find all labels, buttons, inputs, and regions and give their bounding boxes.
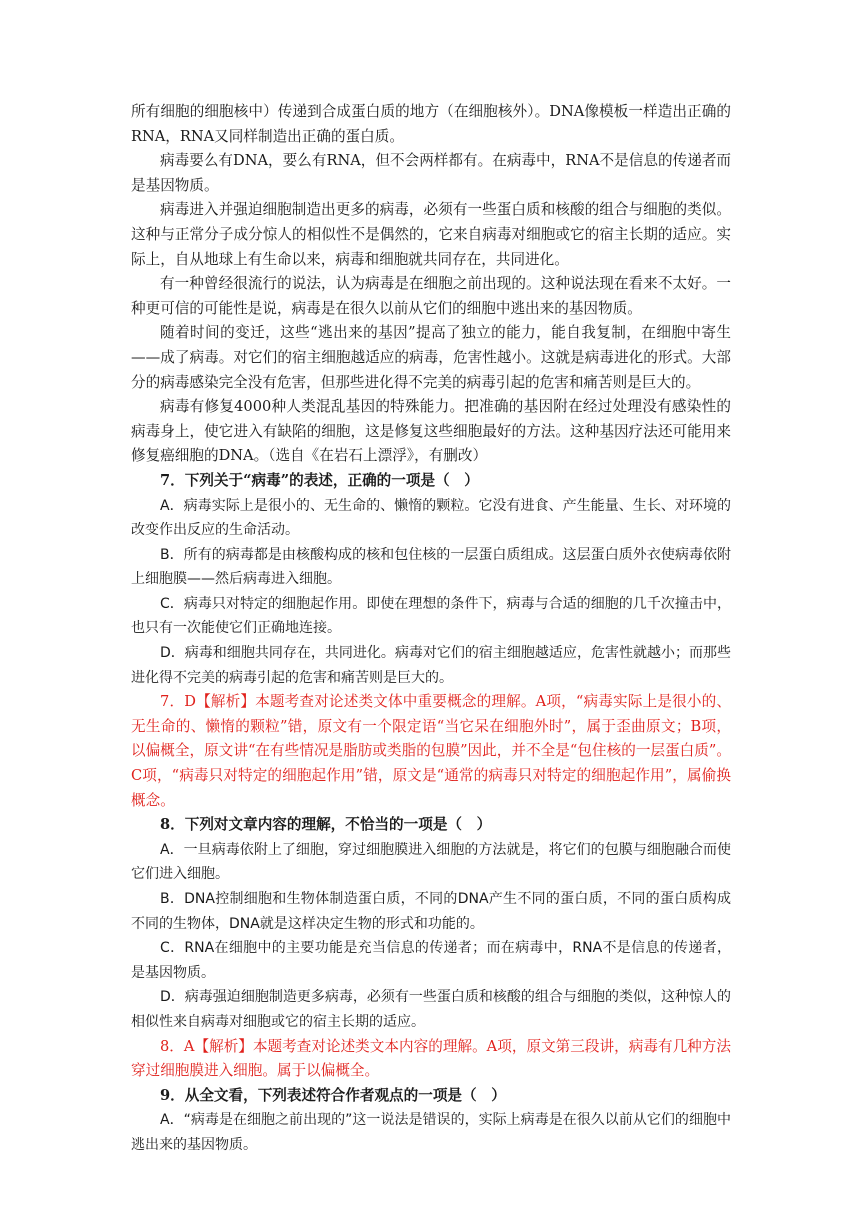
paragraph-virus-evolution: 随着时间的变迁，这些“逃出来的基因”提高了独立的能力，能自我复制，在细胞中寄生——成了病毒。对它们的宿主细胞越适应的病毒，危害性越小。这就是病毒进化的形式。大部分的病毒感染完全没有危害，但那些进化得不完美的病毒引起的危害和痛苦则是巨大的。 bbox=[131, 324, 731, 391]
paragraph-gene-therapy: 病毒有修复4000种人类混乱基因的特殊能力。把准确的基因附在经过处理没有感染性的病毒身上，使它进入有缺陷的细胞，这是修复这些细胞最好的方法。这种基因疗法还可能用来修复癌细胞的DNA。（选自《在岩石上漂浮》，有删改） bbox=[131, 398, 731, 465]
question-8-option-a: A．一旦病毒依附上了细胞，穿过细胞膜进入细胞的方法就是，将它们的包膜与细胞融合而使它们进入细胞。 bbox=[131, 841, 731, 883]
question-8: 8．下列对文章内容的理解，不恰当的一项是（ ） bbox=[160, 816, 492, 834]
question-8-option-b: B．DNA控制细胞和生物体制造蛋白质，不同的DNA产生不同的蛋白质，不同的蛋白质构成不同的生物体，DNA就是这样决定生物的形式和功能的。 bbox=[131, 891, 731, 932]
question-8-option-d: D．病毒强迫细胞制造更多病毒，必须有一些蛋白质和核酸的组合与细胞的类似，这种惊人的相似性来自病毒对细胞或它的宿主长期的适应。 bbox=[131, 989, 731, 1030]
paragraph-continuation: 所有细胞的细胞核中）传递到合成蛋白质的地方（在细胞核外）。DNA像模板一样造出正确的RNA，RNA又同样制造出正确的蛋白质。 bbox=[131, 103, 731, 145]
question-9-option-a: A．“病毒是在细胞之前出现的”这一说法是错误的，实际上病毒是在很久以前从它们的细胞中逃出来的基因物质。 bbox=[131, 1112, 731, 1153]
paragraph-virus-origin: 有一种曾经很流行的说法，认为病毒是在细胞之前出现的。这种说法现在看来不太好。一种更可信的可能性是说，病毒是在很久以前从它们的细胞中逃出来的基因物质。 bbox=[131, 275, 731, 317]
question-8-answer: 8．A【解析】本题考查对论述类文本内容的理解。A项，原文第三段讲，病毒有几种方法穿过细胞膜进入细胞。属于以偏概全。 bbox=[131, 1037, 731, 1080]
question-9: 9．从全文看，下列表述符合作者观点的一项是（ ） bbox=[160, 1086, 506, 1104]
paragraph-virus-dna-rna: 病毒要么有DNA，要么有RNA，但不会两样都有。在病毒中，RNA不是信息的传递者而是基因物质。 bbox=[131, 152, 731, 194]
document-body bbox=[131, 100, 731, 1158]
question-7-answer: 7．D【解析】本题考查对论述类文体中重要概念的理解。A项，“病毒实际上是很小的、无生命的、懒惰的颗粒”错，原文有一个限定语“当它呆在细胞外时”，属于歪曲原文；B项，以偏概全，原文讲“在有些情况是脂肪或类脂的包膜”因此，并不全是“包住核的一层蛋白质”。C项，“病毒只对特定的细胞起作用”错，原文是“通常的病毒只对特定的细胞起作用”，属偷换概念。 bbox=[131, 693, 731, 809]
question-7: 7．下列关于“病毒”的表述，正确的一项是（ ） bbox=[160, 471, 479, 489]
question-7-option-d: D．病毒和细胞共同存在，共同进化。病毒对它们的宿主细胞越适应，危害性就越小；而那些进化得不完美的病毒引起的危害和痛苦则是巨大的。 bbox=[131, 645, 731, 686]
question-7-option-b: B．所有的病毒都是由核酸构成的核和包住核的一层蛋白质组成。这层蛋白质外衣使病毒依附上细胞膜——然后病毒进入细胞。 bbox=[131, 546, 731, 588]
question-7-option-a: A．病毒实际上是很小的、无生命的、懒惰的颗粒。它没有进食、产生能量、生长、对环境的改变作出反应的生命活动。 bbox=[131, 497, 731, 539]
question-7-option-c: C．病毒只对特定的细胞起作用。即使在理想的条件下，病毒与合适的细胞的几千次撞击中，也只有一次能使它们正确地连接。 bbox=[131, 595, 731, 637]
question-8-option-c: C．RNA在细胞中的主要功能是充当信息的传递者；而在病毒中，RNA不是信息的传递者，是基因物质。 bbox=[131, 940, 731, 981]
paragraph-virus-adaptation: 病毒进入并强迫细胞制造出更多的病毒，必须有一些蛋白质和核酸的组合与细胞的类似。这种与正常分子成分惊人的相似性不是偶然的，它来自病毒对细胞或它的宿主长期的适应。实际上，自从地球上有生命以来，病毒和细胞就共同存在，共同进化。 bbox=[131, 201, 731, 268]
